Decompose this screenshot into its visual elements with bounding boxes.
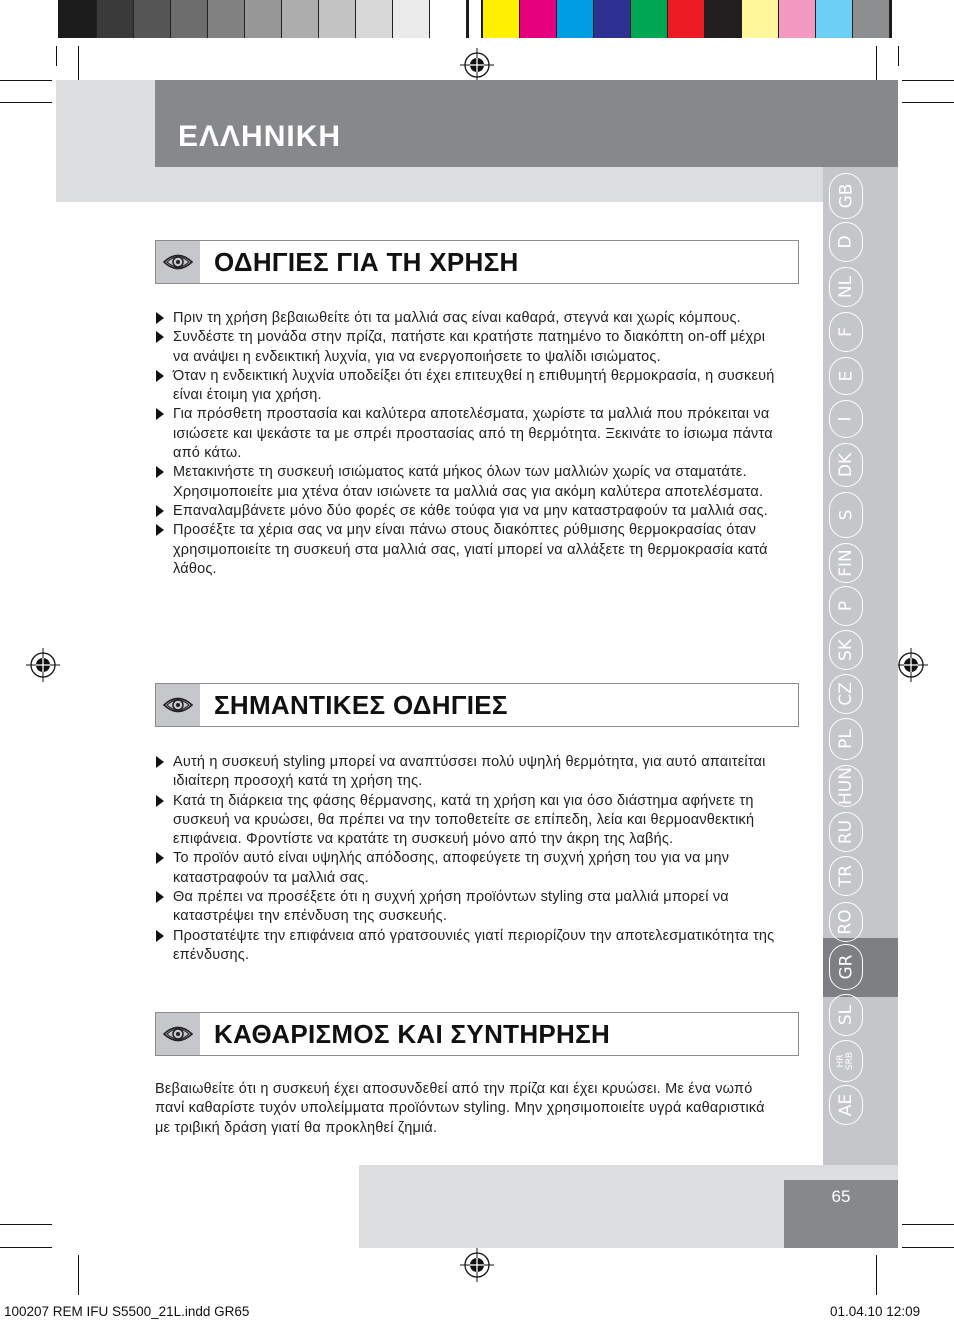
grayscale-swatch: [208, 0, 245, 38]
list-item-text: Προστατέψτε την επιφάνεια από γρατσουνιές γιατί περιορίζουν την αποτελεσματικότητα της επένδυσης.: [173, 927, 775, 963]
language-tab-sk[interactable]: [829, 630, 863, 670]
language-tab-s[interactable]: [829, 492, 863, 538]
list-item: [155, 367, 780, 406]
footer-timestamp: 01.04.10 12:09: [830, 1304, 921, 1319]
grayscale-swatch: [171, 0, 208, 38]
usage-instructions-list: [155, 309, 780, 579]
list-item: [155, 521, 780, 579]
language-tab-p[interactable]: [829, 586, 863, 626]
language-tab-label: TR: [835, 864, 856, 888]
bullet-triangle-icon: [156, 370, 164, 382]
list-item: [155, 849, 780, 888]
list-item: [155, 888, 780, 927]
registration-mark-icon: [460, 48, 494, 82]
grayscale-swatch: [134, 0, 171, 38]
language-tab-label: PL: [835, 729, 856, 749]
grayscale-swatch: [430, 0, 467, 38]
crop-mark: [56, 46, 57, 66]
eye-icon: [162, 694, 194, 716]
language-tab-label: GR: [836, 954, 856, 980]
eye-icon: [162, 1023, 194, 1045]
bullet-triangle-icon: [156, 891, 164, 903]
bullet-triangle-icon: [156, 524, 164, 536]
language-tab-label: RO: [835, 909, 856, 935]
list-item-text: Συνδέστε τη μονάδα στην πρίζα, πατήστε και κρατήστε πατημένο το διακόπτη on-off μέχρι να ανάψει η ενδεικτική λυχνία, για να ενεργοποιήσετε το ψαλίδι ισιώματος.: [173, 329, 766, 365]
bullet-triangle-icon: [156, 312, 164, 324]
section-icon-cell: [156, 1013, 200, 1055]
crop-mark: [0, 80, 52, 81]
list-item-text: Πριν τη χρήση βεβαιωθείτε ότι τα μαλλιά σας είναι καθαρά, στεγνά και χωρίς κόμπους.: [173, 310, 741, 326]
list-item: [155, 463, 780, 502]
list-item-text: Επαναλαμβάνετε μόνο δύο φορές σε κάθε τούφα για να μην καταστραφούν τα μαλλιά σας.: [173, 502, 768, 519]
grayscale-swatch: [60, 0, 97, 38]
language-tab-label: HR SRB: [835, 1051, 855, 1071]
section-heading-usage: [155, 240, 799, 284]
language-tab-e[interactable]: [829, 357, 863, 395]
list-item-text: Αυτή η συσκευή styling μπορεί να αναπτύσσει πολύ υψηλή θερμότητα, για αυτό απαιτείται ιδιαίτερη προσοχή κατά τη χρήση της.: [173, 754, 766, 790]
crop-mark: [902, 1247, 954, 1248]
list-item: [155, 502, 780, 521]
language-tab-i[interactable]: [829, 400, 863, 438]
crop-mark: [902, 102, 954, 103]
list-item-text: Το προϊόν αυτό είναι υψηλής απόδοσης, αποφεύγετε τη συχνή χρήση του για να μην καταστραφούν τα μαλλιά σας.: [173, 850, 730, 886]
section-heading-important: [155, 683, 799, 727]
crop-mark: [78, 46, 79, 84]
bullet-triangle-icon: [156, 466, 164, 478]
list-item-text: Θα πρέπει να προσέξετε ότι η συχνή χρήση προϊόντων styling στα μαλλιά μπορεί να καταστρέψει την επένδυση της συσκευής.: [173, 889, 729, 925]
language-tab-ro[interactable]: [829, 902, 863, 942]
important-instructions-list: [155, 753, 780, 965]
language-tab-f[interactable]: [829, 312, 863, 352]
eye-icon: [162, 251, 194, 273]
section-icon-cell: [156, 684, 200, 726]
language-tab-gb[interactable]: [829, 173, 863, 219]
crop-mark: [902, 80, 954, 81]
page-title: ΕΛΛΗΝΙΚΗ: [178, 120, 342, 153]
list-item-text: Κατά τη διάρκεια της φάσης θέρμανσης, κατά τη χρήση και για όσο διάστημα αφήνετε τη συσκευή να κρυώσει, θα πρέπει να την τοποθετείτε σε επίπεδη, λεία και θερμοανθεκτική επιφάνεια. Φροντίστε να κρατάτε τη συσκευή μόνο από την άκρη της λαβής.: [173, 792, 755, 848]
crop-mark: [0, 102, 52, 103]
language-tab-label: S: [835, 509, 856, 521]
grayscale-swatch: [245, 0, 282, 38]
language-tab-label: RU: [835, 819, 856, 845]
language-tab-label: NL: [835, 275, 856, 299]
page-number: 65: [831, 1187, 851, 1206]
crop-mark: [876, 1255, 877, 1295]
language-tab-label: DK: [836, 452, 856, 478]
color-swatch: [816, 0, 853, 38]
language-tab-label: HUN: [836, 767, 857, 805]
section-heading-cleaning: [155, 1012, 799, 1056]
list-item: [155, 405, 780, 463]
grayscale-swatch: [319, 0, 356, 38]
color-swatch: [594, 0, 631, 38]
language-tab-label: I: [835, 416, 856, 422]
color-swatch: [853, 0, 890, 38]
grayscale-swatch: [356, 0, 393, 38]
language-tab-sl[interactable]: [829, 994, 863, 1036]
cleaning-paragraph: Βεβαιωθείτε ότι η συσκευή έχει αποσυνδεθεί από την πρίζα και έχει κρυώσει. Με ένα νωπό πανί καθαρίστε τυχόν υπολείμματα προϊόντων styling. Μην χρησιμοποιείτε υγρά καθαριστικά με τριβική δράση γιατί θα προκληθεί ζημιά.: [155, 1081, 765, 1136]
language-tab-pl[interactable]: [829, 718, 863, 760]
list-item: [155, 328, 780, 367]
language-tab-label: GB: [836, 183, 856, 209]
language-tab-d[interactable]: [829, 222, 863, 262]
grayscale-swatch: [282, 0, 319, 38]
registration-mark-icon: [460, 1248, 494, 1282]
list-item-text: Για πρόσθετη προστασία και καλύτερα αποτελέσματα, χωρίστε τα μαλλιά που πρόκειται να ισιώσετε και ψεκάστε τα με σπρέι προστασίας από τη θερμότητα. Ξεκινάτε το ίσιωμα πάντα από κάτω.: [173, 406, 773, 462]
bullet-triangle-icon: [156, 408, 164, 420]
crop-mark: [0, 1224, 52, 1225]
language-tab-label: SL: [835, 1004, 856, 1026]
list-item-text: Όταν η ενδεικτική λυχνία υποδείξει ότι έχει επιτευχθεί η επιθυμητή θερμοκρασία, η συσκευή είναι έτοιμη για χρήση.: [173, 367, 775, 404]
language-tab-label: P: [835, 600, 856, 612]
language-tab-ae[interactable]: [829, 1085, 863, 1125]
language-tab-cz[interactable]: [829, 674, 863, 714]
list-item: [155, 792, 780, 850]
list-item-text: Μετακινήστε τη συσκευή ισιώματος κατά μήκος όλων των μαλλιών χωρίς να σταματάτε. Χρησιμοποιείτε μια χτένα όταν ισιώνετε τα μαλλιά σας για ακόμη καλύτερα αποτελέσματα.: [173, 464, 764, 500]
section-title: ΟΔΗΓΙΕΣ ΓΙΑ ΤΗ ΧΡΗΣΗ: [214, 247, 519, 277]
grayscale-swatch: [97, 0, 134, 38]
registration-mark-icon: [26, 648, 60, 682]
list-item: [155, 753, 780, 792]
crop-mark: [902, 1224, 954, 1225]
bullet-triangle-icon: [156, 852, 164, 864]
language-tab-label: AE: [836, 1093, 856, 1117]
crop-mark: [78, 1255, 79, 1295]
crop-mark: [0, 1247, 52, 1248]
color-swatch: [483, 0, 520, 38]
language-tab-ru[interactable]: [829, 812, 863, 852]
footer-file-info: 100207 REM IFU S5500_21L.indd GR65: [4, 1304, 250, 1319]
color-swatch: [779, 0, 816, 38]
crop-mark: [898, 46, 899, 66]
color-swatch: [520, 0, 557, 38]
language-tab-label: FIN: [835, 549, 856, 577]
language-tab-label: CZ: [836, 682, 856, 706]
language-tab-nl[interactable]: [829, 267, 863, 307]
section-title: ΣΗΜΑΝΤΙΚΕΣ ΟΔΗΓΙΕΣ: [214, 690, 508, 720]
language-tab-hr-srb[interactable]: [829, 1040, 863, 1082]
color-swatch: [557, 0, 594, 38]
language-tab-gr[interactable]: [829, 944, 863, 990]
color-swatch: [668, 0, 705, 38]
section-title: ΚΑΘΑΡΙΣΜΟΣ ΚΑΙ ΣΥΝΤΗΡΗΣΗ: [214, 1019, 611, 1049]
list-item: [155, 309, 780, 328]
bullet-triangle-icon: [156, 505, 164, 517]
color-swatch: [631, 0, 668, 38]
language-tab-fin[interactable]: [829, 543, 863, 583]
bullet-triangle-icon: [156, 331, 164, 343]
color-swatch: [705, 0, 742, 38]
list-item: [155, 927, 780, 966]
language-tab-label: E: [836, 370, 856, 382]
grayscale-swatch: [393, 0, 430, 38]
list-item-text: Προσέξτε τα χέρια σας να μην είναι πάνω στους διακόπτες ρύθμισης θερμοκρασίας όταν χρησιμοποιείτε τη συσκευή στα μαλλιά σας, γιατί μπορεί να αλλάξετε τη θερμοκρασία κατά λάθος.: [173, 522, 768, 577]
language-tab-hun[interactable]: [829, 765, 863, 807]
bullet-triangle-icon: [156, 756, 164, 768]
color-swatch: [742, 0, 779, 38]
bullet-triangle-icon: [156, 795, 164, 807]
language-tab-label: F: [836, 327, 856, 337]
bullet-triangle-icon: [156, 930, 164, 942]
language-tab-label: SK: [835, 639, 856, 661]
language-tab-dk[interactable]: [829, 443, 863, 487]
crop-mark: [876, 46, 877, 84]
section-icon-cell: [156, 241, 200, 283]
registration-mark-icon: [894, 648, 928, 682]
language-tab-label: D: [836, 235, 856, 249]
language-tab-tr[interactable]: [829, 856, 863, 896]
